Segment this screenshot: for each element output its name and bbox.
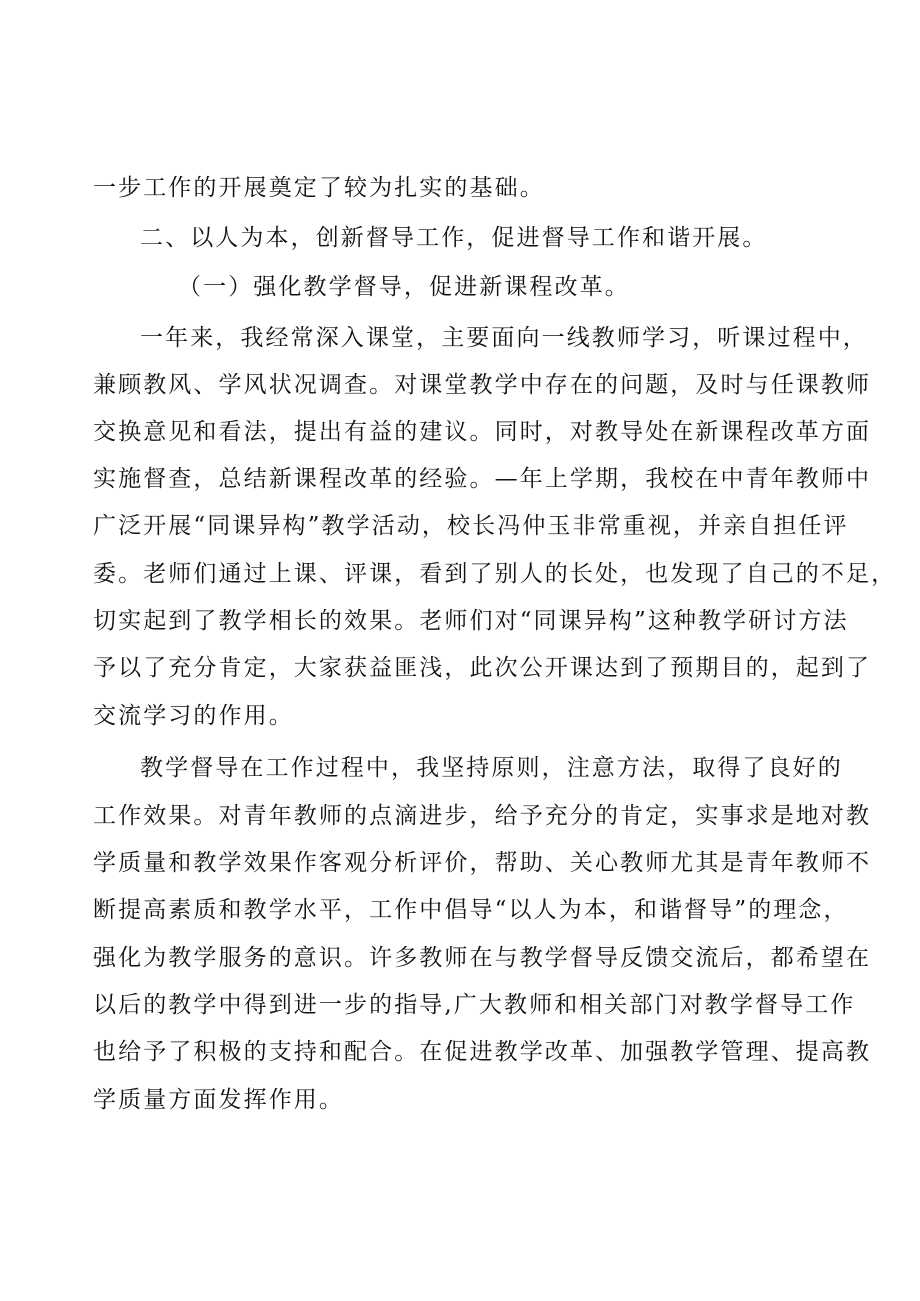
text-line: 广泛开展“同课异构”教学活动，校长冯仲玉非常重视，并亲自担任评	[93, 513, 849, 539]
text-line: 交换意见和看法，提出有益的建议。同时，对教导处在新课程改革方面	[93, 419, 872, 445]
text-line: 实施督查，总结新课程改革的经验。—年上学期，我校在中青年教师中	[93, 466, 872, 492]
subsection-heading: （一）强化教学督导，促进新课程改革。	[178, 274, 630, 300]
text-line: 交流学习的作用。	[93, 703, 294, 729]
text-line: 学质量方面发挥作用。	[93, 1087, 344, 1113]
text-line: 也给予了积极的支持和配合。在促进教学改革、加强教学管理、提高教	[93, 1039, 872, 1065]
text-line: 教学督导在工作过程中，我坚持原则，注意方法，取得了良好的	[140, 755, 843, 781]
text-line: 切实起到了教学相长的效果。老师们对“同课异构”这种教学研讨方法	[93, 608, 849, 634]
text-line: 以后的教学中得到进一步的指导,广大教师和相关部门对教学督导工作	[93, 992, 856, 1018]
text-line: 强化为教学服务的意识。许多教师在与教学督导反馈交流后，都希望在	[93, 945, 872, 971]
text-line: 委。老师们通过上课、评课，看到了别人的长处，也发现了自己的不足，	[93, 561, 897, 587]
text-line: 兼顾教风、学风状况调查。对课堂教学中存在的问题，及时与任课教师	[93, 372, 872, 398]
text-line: 一步工作的开展奠定了较为扎实的基础。	[93, 175, 545, 201]
text-line: 工作效果。对青年教师的点滴进步，给予充分的肯定，实事求是地对教	[93, 803, 872, 829]
text-line: 学质量和教学效果作客观分析评价，帮助、关心教师尤其是青年教师不	[93, 850, 872, 876]
text-line: 一年来，我经常深入课堂，主要面向一线教师学习，听课过程中，	[140, 325, 868, 351]
section-heading: 二、以人为本，创新督导工作，促进督导工作和谐开展。	[140, 225, 768, 251]
text-line: 予以了充分肯定，大家获益匪浅，此次公开课达到了预期目的，起到了	[93, 655, 872, 681]
text-line: 断提高素质和教学水平，工作中倡导“以人为本，和谐督导”的理念，	[93, 897, 849, 923]
